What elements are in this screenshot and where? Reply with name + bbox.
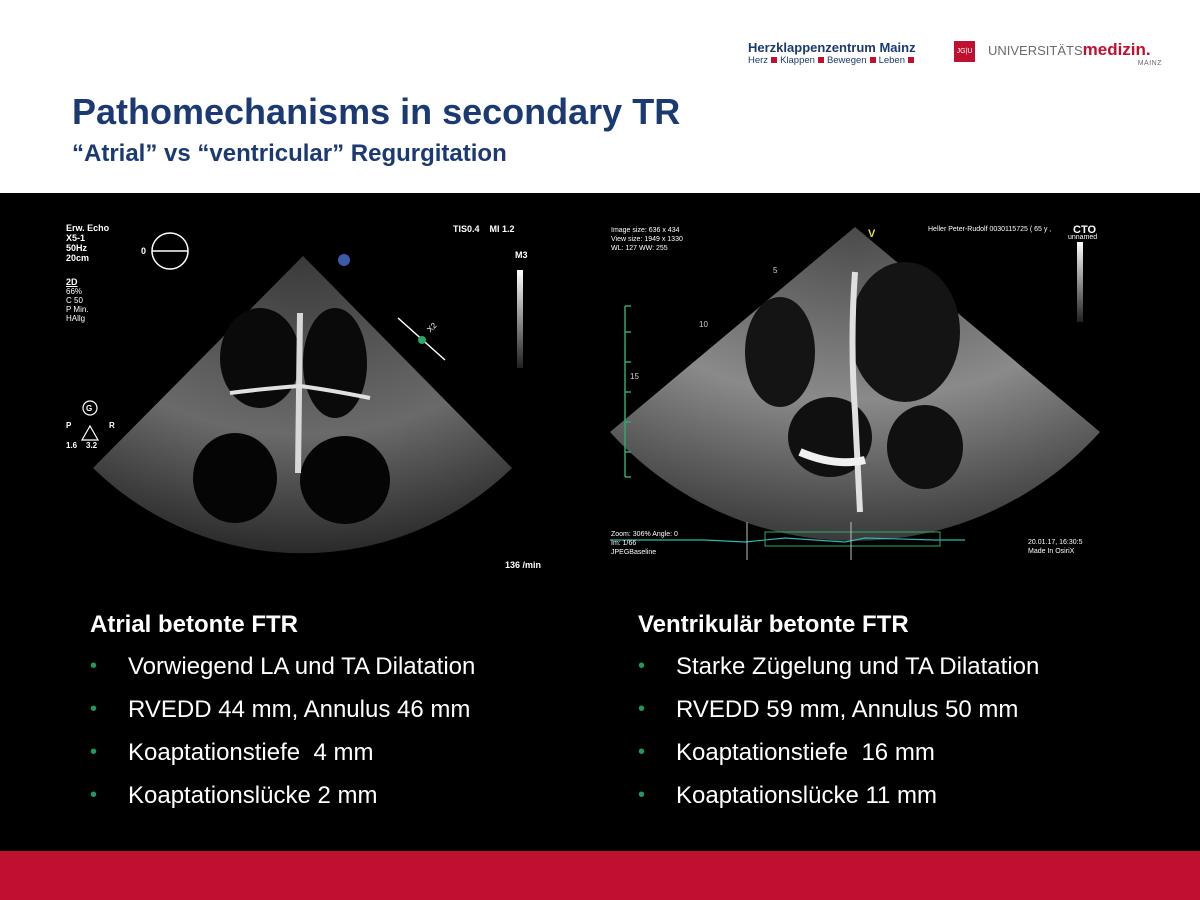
slide-subtitle: “Atrial” vs “ventricular” Regurgitation xyxy=(72,140,507,167)
depth-marker: 0 xyxy=(141,246,147,256)
probe-triangle-icon xyxy=(82,426,98,440)
patient-tag: unnamed xyxy=(1068,234,1098,241)
herzklappenzentrum-logo xyxy=(748,40,938,67)
echo-sector-ventricular xyxy=(605,222,1105,562)
overlay-line: View size: 1949 x 1330 xyxy=(611,236,683,243)
bullet-text: Vorwiegend LA und TA Dilatation xyxy=(128,653,476,680)
um-logo-suffix: medizin. xyxy=(1082,40,1151,59)
list-item xyxy=(90,774,610,817)
overlay-top-left xyxy=(66,223,109,263)
atrial-bullet-list xyxy=(90,645,610,817)
overlay-line: WL: 127 WW: 255 xyxy=(611,245,668,252)
overlay-line: P Min. xyxy=(66,305,89,314)
overlay-line: 50Hz xyxy=(66,243,88,253)
date-info xyxy=(1028,538,1083,556)
list-item xyxy=(638,731,1158,774)
overlay-line: Image size: 636 x 434 xyxy=(611,227,680,234)
bullet-text: Koaptationslücke 2 mm xyxy=(128,782,378,809)
ventricular-heading: Ventrikulär betonte FTR xyxy=(638,611,909,638)
caliper-point-icon xyxy=(418,336,426,344)
overlay-line: Im: 1/66 xyxy=(611,540,637,547)
list-item xyxy=(638,774,1158,817)
cavity-right-ventricle xyxy=(745,297,815,407)
cavity-left-ventricle xyxy=(850,262,960,402)
ventricular-bullet-list xyxy=(638,645,1158,817)
cavity-left-atrium xyxy=(887,405,963,489)
hkz-logo-name: Herzklappenzentrum Mainz xyxy=(748,40,916,55)
um-logo-wordmark xyxy=(988,41,1168,60)
gain-bar xyxy=(1077,242,1083,322)
hkz-tag-word: Klappen xyxy=(780,55,815,66)
depth-ticks xyxy=(625,306,631,477)
g-label: G xyxy=(86,404,93,413)
bullet-icon: • xyxy=(90,784,98,806)
hkz-logo-tagline xyxy=(748,55,938,67)
list-item xyxy=(638,645,1158,688)
universitaetsmedizin-logo xyxy=(988,41,1168,67)
echo-image-ventricular xyxy=(605,222,1105,562)
r-label: R xyxy=(109,421,115,430)
patient-info: Heller Peter-Rudolf 0030115725 ( 65 y , xyxy=(928,226,1052,233)
red-square-icon xyxy=(908,57,914,63)
heart-rate: 136 /min xyxy=(505,560,542,570)
ventricular-column xyxy=(638,605,1158,817)
bullet-icon: • xyxy=(90,741,98,763)
red-square-icon xyxy=(870,57,876,63)
echo-image-atrial xyxy=(60,218,545,573)
overlay-line: 2D xyxy=(66,277,78,287)
cto-label: CTO xyxy=(1073,224,1097,236)
overlay-line: C 50 xyxy=(66,296,83,305)
gain-label: M3 xyxy=(515,250,528,260)
overlay-line: Zoom: 306% Angle: 0 xyxy=(611,531,678,538)
um-logo-prefix: UNIVERSITÄTS xyxy=(988,43,1083,58)
jgu-logo: JG|U xyxy=(954,41,975,62)
probe-marker-icon xyxy=(338,254,350,266)
bullet-text: RVEDD 44 mm, Annulus 46 mm xyxy=(128,696,471,723)
cavity-left-ventricle xyxy=(303,308,367,418)
echo-sector-atrial xyxy=(60,218,545,573)
tis-mi-readout: TIS0.4 MI 1.2 xyxy=(453,224,515,234)
bullet-text: Koaptationstiefe 16 mm xyxy=(676,739,935,766)
red-square-icon xyxy=(771,57,777,63)
septum xyxy=(298,313,300,473)
bullet-icon: • xyxy=(638,784,646,806)
atrial-column xyxy=(90,605,610,817)
depth-label-5: 5 xyxy=(773,266,778,275)
um-logo-sub: MAINZ xyxy=(1137,60,1162,67)
echo-sector-atrial-shape xyxy=(93,256,512,553)
probe-values: 1.6 3.2 xyxy=(66,441,98,450)
footer-bar xyxy=(0,851,1200,900)
depth-label-15: 15 xyxy=(630,372,639,381)
angle-label: X2 xyxy=(425,320,439,335)
bullet-icon: • xyxy=(90,698,98,720)
overlay-mode xyxy=(66,278,89,323)
slide-header xyxy=(0,0,1200,193)
overlay-line: X5-1 xyxy=(66,233,86,243)
atrial-heading: Atrial betonte FTR xyxy=(90,611,298,638)
list-item xyxy=(90,688,610,731)
overlay-line: Made In OsiriX xyxy=(1028,548,1075,555)
list-item xyxy=(90,645,610,688)
overlay-line: HAllg xyxy=(66,314,86,323)
p-label: P xyxy=(66,421,72,430)
cavity-left-atrium xyxy=(300,436,390,524)
bullet-icon: • xyxy=(638,698,646,720)
zoom-info xyxy=(611,530,678,557)
hkz-tag-word: Herz xyxy=(748,55,769,66)
depth-label-10: 10 xyxy=(699,320,708,329)
bullet-text: Koaptationslücke 11 mm xyxy=(676,782,938,809)
red-square-icon xyxy=(818,57,824,63)
image-info xyxy=(611,226,683,253)
overlay-line: Erw. Echo xyxy=(66,223,110,233)
overlay-line: 20cm xyxy=(66,253,90,263)
hkz-tag-word: Leben xyxy=(878,55,905,66)
bullet-icon: • xyxy=(90,655,98,677)
slide-title: Pathomechanisms in secondary TR xyxy=(72,91,681,132)
bullet-icon: • xyxy=(638,655,646,677)
bullet-text: RVEDD 59 mm, Annulus 50 mm xyxy=(676,696,1019,723)
bullet-text: Starke Zügelung und TA Dilatation xyxy=(676,653,1040,680)
hkz-tag-word: Bewegen xyxy=(826,55,867,66)
list-item xyxy=(90,731,610,774)
cavity-right-atrium xyxy=(193,433,277,523)
bullet-text: Koaptationstiefe 4 mm xyxy=(128,739,374,766)
bullet-icon: • xyxy=(638,741,646,763)
list-item xyxy=(638,688,1158,731)
overlay-line: 66% xyxy=(66,287,83,296)
overlay-line: 20.01.17, 16:30:5 xyxy=(1028,539,1083,546)
apex-marker: V xyxy=(868,228,876,240)
overlay-line: JPEGBaseline xyxy=(611,549,657,556)
gain-bar xyxy=(517,270,523,368)
